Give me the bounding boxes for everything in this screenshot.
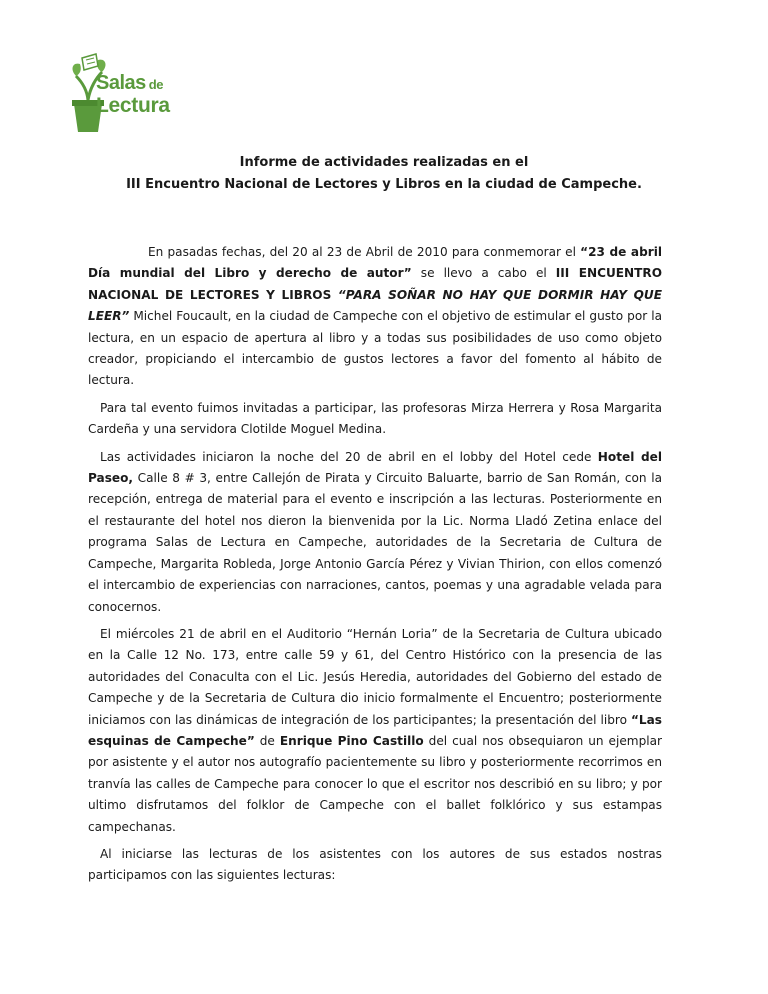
logo-text-salas: Salas de (96, 72, 163, 94)
title-line-1: Informe de actividades realizadas en el (239, 155, 529, 170)
paragraph-5: Al iniciarse las lecturas de los asistentes con los autores de sus estados nostras participamos con las siguientes lecturas: (88, 846, 662, 883)
document-body (88, 242, 662, 893)
document-title (88, 152, 680, 196)
title-line-2: III Encuentro Nacional de Lectores y Libros en la ciudad de Campeche. (126, 177, 642, 192)
paragraph-1: En pasadas fechas, del 20 al 23 de Abril de 2010 para conmemorar el “23 de abril Día mundial del Libro y derecho de autor” se llevo a cabo el III ENCUENTRO NACIONAL DE LECTORES Y LIBROS “PARA SOÑAR NO HAY QUE DORMIR HAY QUE LEER” Michel Foucault, en la ciudad de Campeche con el objetivo de estimular el gusto por la lectura, en un espacio de apertura al libro y a todas sus posibilidades de uso como objeto creador, propiciando el intercambio de gustos lectores a favor del fomento al hábito de lectura. (88, 245, 663, 388)
logo-text-lectura: Lectura (96, 94, 170, 117)
paragraph-4: El miércoles 21 de abril en el Auditorio “Hernán Loria” de la Secretaria de Cultura ubicado en la Calle 12 No. 173, entre calle 59 y 61, del Centro Histórico con la presencia de las autoridades del Conaculta con el Lic. Jesús Heredia, autoridades del Gobierno del estado de Campeche y de la Secretaria de Cultura dio inicio formalmente el Encuentro; posteriormente iniciamos con las dinámicas de integración de los participantes; la presentación del libro “Las esquinas de Campeche” de Enrique Pino Castillo del cual nos obsequiaron un ejemplar por asistente y el autor nos autografío pacientemente su libro y posteriormente recorrimos en tranvía las calles de Campeche para conocer lo que el escritor nos describió en su libro; y por ultimo disfrutamos del folklor de Campeche con el ballet folklórico y sus estampas campechanas. (88, 626, 662, 834)
paragraph-2: Para tal evento fuimos invitadas a participar, las profesoras Mirza Herrera y Rosa Margarita Cardeña y una servidora Clotilde Moguel Medina. (88, 400, 662, 437)
paragraph-3: Las actividades iniciaron la noche del 20 de abril en el lobby del Hotel cede Hotel del Paseo, Calle 8 # 3, entre Callejón de Pirata y Circuito Baluarte, barrio de San Román, con la recepción, entrega de material para el evento e inscripción a las lecturas. Posteriormente en el restaurante del hotel nos dieron la bienvenida por la Lic. Norma Lladó Zetina enlace del programa Salas de Lectura en Campeche, autoridades de la Secretaria de Cultura de Campeche, Margarita Robleda, Jorge Antonio García Pérez y Vivian Thirion, con ellos comenzó el intercambio de experiencias con narraciones, cantos, poemas y una agradable velada para conocernos. (88, 449, 662, 614)
